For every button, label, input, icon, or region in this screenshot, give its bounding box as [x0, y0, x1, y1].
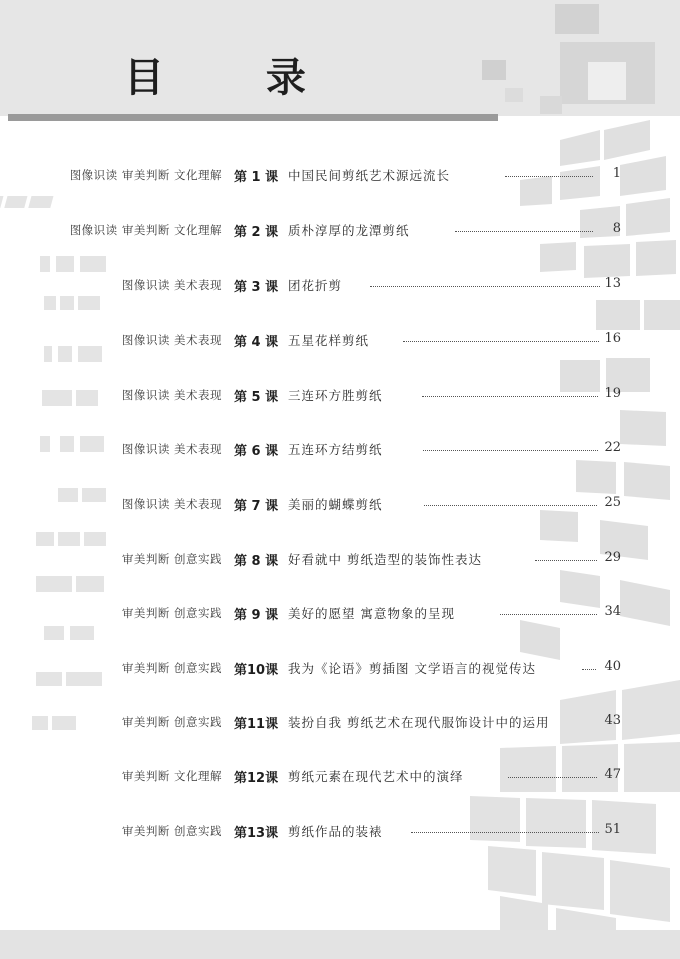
- toc-row[interactable]: [0, 438, 680, 462]
- toc-leader-dots: [411, 832, 599, 833]
- toc-competencies: 审美判断 创意实践: [121, 661, 222, 675]
- toc-page-number: 34: [604, 604, 621, 619]
- toc-lesson-number: 第 9 课: [234, 608, 279, 623]
- toc-row[interactable]: [0, 602, 680, 626]
- toc-row[interactable]: [0, 765, 680, 789]
- toc-lesson-number: 第12课: [234, 771, 279, 786]
- toc-row[interactable]: [0, 384, 680, 408]
- toc-lesson-number: 第 4 课: [234, 335, 279, 350]
- toc-lesson-number: 第 6 课: [234, 444, 279, 459]
- toc-competencies: 审美判断 创意实践: [121, 606, 222, 620]
- toc-lesson-title: 质朴淳厚的龙潭剪纸: [288, 223, 410, 238]
- toc-competencies: 图像识读 美术表现: [121, 333, 222, 347]
- toc-leader-dots: [422, 396, 598, 397]
- toc-row[interactable]: [0, 493, 680, 517]
- toc-lesson-title: 美好的愿望 寓意物象的呈现: [288, 606, 455, 621]
- toc-competencies: 审美判断 创意实践: [121, 824, 222, 838]
- toc-leader-dots: [582, 669, 596, 670]
- toc-lesson-number: 第 7 课: [234, 499, 279, 514]
- toc-lesson-number: 第 8 课: [234, 554, 279, 569]
- toc-page-number: 25: [604, 495, 621, 510]
- toc-leader-dots: [500, 614, 597, 615]
- toc-leader-dots: [535, 560, 597, 561]
- toc-competencies: 图像识读 美术表现: [121, 388, 222, 402]
- toc-page-number: 51: [604, 822, 621, 837]
- toc-leader-dots: [423, 450, 598, 451]
- toc-row[interactable]: [0, 274, 680, 298]
- toc-competencies: 审美判断 文化理解: [121, 769, 222, 783]
- toc-row[interactable]: [0, 164, 680, 188]
- page-title: 目 录: [124, 55, 350, 101]
- toc-competencies: 图像识读 审美判断 文化理解: [69, 168, 222, 182]
- toc-lesson-number: 第 2 课: [234, 225, 279, 240]
- toc-leader-dots: [505, 176, 593, 177]
- toc-leader-dots: [370, 286, 600, 287]
- toc-lesson-number: 第 5 课: [234, 390, 279, 405]
- toc-leader-dots: [455, 231, 593, 232]
- toc-lesson-title: 装扮自我 剪纸艺术在现代服饰设计中的运用: [288, 715, 550, 730]
- toc-competencies: 审美判断 创意实践: [121, 552, 222, 566]
- toc-page-number: 43: [604, 713, 621, 728]
- toc-competencies: 图像识读 美术表现: [121, 278, 222, 292]
- toc-row[interactable]: [0, 329, 680, 353]
- toc-page-number: 1: [612, 166, 621, 181]
- toc-page-number: 13: [604, 276, 621, 291]
- toc-page-number: 40: [604, 659, 621, 674]
- toc-lesson-title: 剪纸作品的装裱: [288, 824, 383, 839]
- toc-competencies: 图像识读 审美判断 文化理解: [69, 223, 222, 237]
- toc-leader-dots: [508, 777, 597, 778]
- toc-row[interactable]: [0, 548, 680, 572]
- footer-band: [0, 930, 680, 959]
- toc-lesson-title: 好看就中 剪纸造型的装饰性表达: [288, 552, 482, 567]
- toc-lesson-title: 五星花样剪纸: [288, 333, 370, 348]
- toc-row[interactable]: [0, 711, 680, 735]
- toc-lesson-title: 三连环方胜剪纸: [288, 388, 383, 403]
- toc-competencies: 审美判断 创意实践: [121, 715, 222, 729]
- toc-page-number: 47: [604, 767, 621, 782]
- toc-row[interactable]: [0, 820, 680, 844]
- toc-lesson-title: 美丽的蝴蝶剪纸: [288, 497, 383, 512]
- toc-page-number: 19: [604, 386, 621, 401]
- toc-competencies: 图像识读 美术表现: [121, 442, 222, 456]
- toc-row[interactable]: [0, 219, 680, 243]
- toc-leader-dots: [424, 505, 597, 506]
- toc-lesson-number: 第 3 课: [234, 280, 279, 295]
- toc-page-number: 29: [604, 550, 621, 565]
- toc-lesson-title: 团花折剪: [288, 278, 343, 293]
- toc-page-number: 22: [604, 440, 621, 455]
- toc-lesson-title: 剪纸元素在现代艺术中的演绎: [288, 769, 464, 784]
- toc-competencies: 图像识读 美术表现: [121, 497, 222, 511]
- toc-lesson-number: 第11课: [234, 717, 279, 732]
- toc-lesson-title: 五连环方结剪纸: [288, 442, 383, 457]
- toc-lesson-title: 我为《论语》剪插图 文学语言的视觉传达: [288, 661, 536, 676]
- toc-leader-dots: [403, 341, 599, 342]
- toc-page-number: 16: [604, 331, 621, 346]
- toc-lesson-number: 第10课: [234, 663, 279, 678]
- toc-lesson-number: 第13课: [234, 826, 279, 841]
- toc-page-number: 8: [612, 221, 621, 236]
- toc-row[interactable]: [0, 657, 680, 681]
- toc-lesson-number: 第 1 课: [234, 170, 279, 185]
- toc-lesson-title: 中国民间剪纸艺术源远流长: [288, 168, 451, 183]
